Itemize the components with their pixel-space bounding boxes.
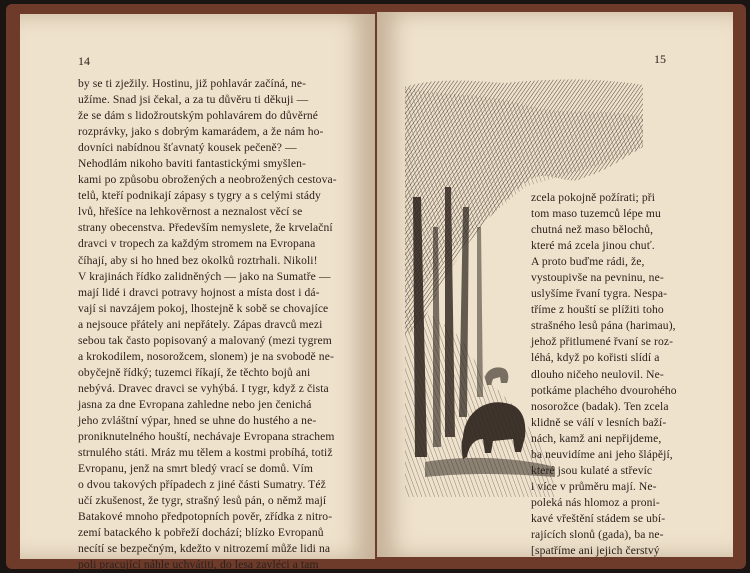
text-line: zemí batackého k pobřeží dochází; blízko Evropanů <box>78 526 324 540</box>
text-line: vystoupivše na pevninu, ne- <box>531 271 664 285</box>
text-line: necítí se bezpečným, kdežto v nitrozemí může lidi na <box>78 542 331 556</box>
text-line: jasna za dne Evropana zahledne nebo jen čenichá <box>78 397 312 411</box>
text-line: strašného lesů pána (harimau), <box>531 319 676 333</box>
text-line: chutná než maso bělochů, <box>531 223 654 237</box>
text-line: obyčejně řídký; tuzemci říkají, že těchto bojů ani <box>78 365 311 379</box>
text-line: dlouho ničeho neulovil. Ne- <box>531 367 664 381</box>
text-line: i více v průměru mají. Ne- <box>531 479 657 493</box>
text-line: V krajinách řídko zalidněných — jako na Sumatře — <box>78 269 331 283</box>
text-line: telů, kteří podnikají zápasy s tygry a s celými stády <box>78 189 321 203</box>
page-number: 14 <box>78 54 90 68</box>
text-line: léhá, když po kořisti slídí a <box>531 351 660 365</box>
text-line: rajících slonů (gada), ba ne- <box>531 527 664 541</box>
text-line: a krokodilem, nosorožcem, slonem) je na svobodě ne- <box>78 349 334 363</box>
text-line: a nejsouce přátely ani nepřátely. Zápas dravců mezi <box>78 317 323 331</box>
page-number: 15 <box>654 52 666 66</box>
text-line: tom maso tuzemců lépe mu <box>531 207 661 221</box>
text-line: o dvou takových případech z jiné části Sumatry. Též <box>78 478 326 492</box>
text-line: potkáme plachého dvourohého <box>531 383 677 397</box>
left-page <box>20 14 375 572</box>
text-line: Evropanu, jenž na smrt bledý vrací se domů. Vím <box>78 462 314 476</box>
text-line: kami po způsobu obrožených a neobrožených cestova- <box>78 173 337 187</box>
text-line: uslyšíme řvaní tygra. Nespa- <box>531 287 668 301</box>
text-line: kavé vřeštění stádem se ubí- <box>531 511 666 525</box>
text-line: že se dám s lidožroutským pohlavárem do důvěrné <box>78 109 319 123</box>
text-line: učí zkušenost, že tygr, strašný lesů pán, o němž mají <box>78 494 327 508</box>
text-line: strnulého státi. Mráz mu tělem a kostmi probíhá, totiž <box>78 446 333 460</box>
right-page <box>377 12 733 557</box>
text-line: dravci v tropech za každým stromem na Evropana <box>78 237 316 251</box>
text-line: tříme z houští se plížiti toho <box>531 303 664 317</box>
text-line: lvů, hřešíce na lehkověrnost a neznalost věcí se <box>78 205 303 219</box>
text-line: strany obecenstva. Především nemyslete, že krvelační <box>78 221 333 235</box>
text-line: Nehodlám nikoho baviti fantastickými smyšlen- <box>78 157 306 171</box>
text-block <box>78 76 373 573</box>
text-line: ba neuvidíme ani jeho šlápějí, <box>531 447 673 461</box>
text-line: A proto buďme rádi, že, <box>531 255 645 269</box>
text-line: rozprávky, jako s dobrým kamarádem, a že nám ho- <box>78 125 324 139</box>
text-line: nosorožce (badak). Ten zcela <box>531 399 669 413</box>
text-line: [spatříme ani jejich čerstvý <box>531 544 660 558</box>
text-line: poli pracující náhle uchvátiti, do lesa zavléci a tam <box>78 558 319 572</box>
text-line: klidně se válí v lesních baží- <box>531 415 667 429</box>
text-line: nebývá. Dravec dravci se vyhýbá. I tygr, když z čista <box>78 381 329 395</box>
text-line: dovníci nabídnou šťavnatý kousek pečeně? — <box>78 141 297 155</box>
text-line: které jsou kulaté a střevíc <box>531 463 653 477</box>
text-line: by se ti zježily. Hostinu, již pohlavár začíná, ne- <box>78 77 307 90</box>
text-line: nách, kamž ani nepřijdeme, <box>531 431 662 445</box>
text-line: mají lidé i dravci potravy hojnost a místa dost i dá- <box>78 285 320 299</box>
text-line: vají si navzájem pokoj, lhostejně k sobě se chovajíce <box>78 301 329 315</box>
text-line: proniknutelného houští, nechávaje Evropana strachem <box>78 430 335 444</box>
text-line: poleká nás hlomoz a proni- <box>531 495 660 509</box>
text-line: užíme. Snad jsi čekal, a za tu důvěru ti děkuji — <box>78 93 309 107</box>
text-line: jehož přitlumené řvaní se roz- <box>531 335 674 349</box>
text-line: jeho zvláštní výpar, hned se uhne do hustého a ne- <box>78 413 317 427</box>
text-line: které má zcela jinou chuť. <box>531 239 655 253</box>
text-line: zcela pokojně požírati; při <box>531 191 656 204</box>
text-line: číhají, aby si ho hned bez okolků roztrhali. Nikoli! <box>78 253 318 267</box>
text-line: sebou tak často popisovaný a malovaný (mezi tygrem <box>78 333 332 347</box>
text-line: Batakové mnoho předpotopních pověr, zřídka z nitro- <box>78 510 333 524</box>
text-block <box>531 190 707 559</box>
